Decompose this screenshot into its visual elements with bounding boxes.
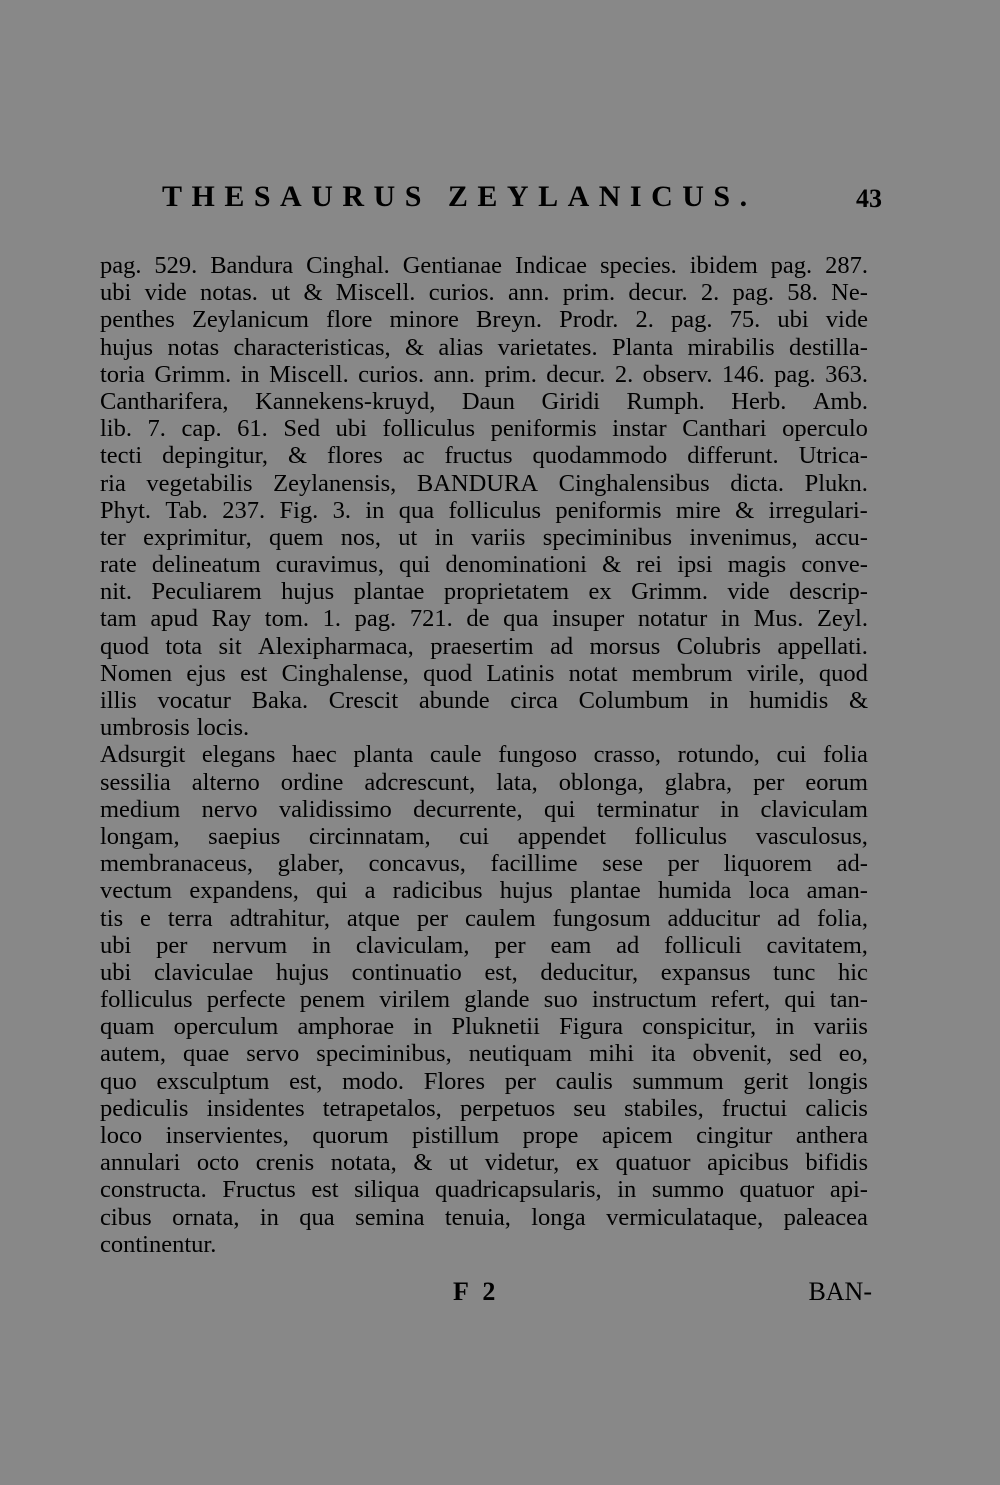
text-line: folliculus perfecte penem virilem glande suo instructum refert, qui tan- (100, 986, 868, 1014)
text-line: ubi claviculae hujus continuatio est, deducitur, expansus tunc hic (100, 958, 868, 986)
text-line: Nomen ejus est Cinghalense, quod Latinis notat membrum virile, quod (100, 659, 868, 687)
text-line: ter exprimitur, quem nos, ut in variis speciminibus invenimus, accu- (100, 523, 868, 551)
text-line: autem, quae servo speciminibus, neutiquam mihi ita obvenit, sed eo, (100, 1040, 868, 1068)
text-line: medium nervo validissimo decurrente, qui terminatur in claviculam (100, 795, 868, 823)
text-line: pag. 529. Bandura Cinghal. Gentianae Indicae species. ibidem pag. 287. (100, 252, 868, 279)
page-number: 43 (856, 184, 882, 213)
text-line: vectum expandens, qui a radicibus hujus plantae humida loca aman- (100, 877, 868, 905)
text-line: hujus notas characteristicas, & alias varietates. Planta mirabilis destilla- (100, 333, 868, 361)
text-line: cibus ornata, in qua semina tenuia, longa vermiculataque, paleacea (100, 1203, 868, 1231)
text-line: illis vocatur Baka. Crescit abunde circa Columbum in humidis & (100, 687, 868, 714)
text-line: umbrosis locis. (100, 714, 250, 742)
text-line: continentur. (100, 1230, 217, 1258)
body-text (100, 252, 868, 1258)
text-line: quam operculum amphorae in Pluknetii Figura conspicitur, in variis (100, 1013, 868, 1041)
catchword: BAN- (808, 1277, 872, 1306)
text-line: penthes Zeylanicum flore minore Breyn. Prodr. 2. pag. 75. ubi vide (100, 306, 868, 334)
text-line: toria Grimm. in Miscell. curios. ann. prim. decur. 2. observ. 146. pag. 363. (100, 360, 868, 388)
running-head (162, 180, 882, 220)
signature-mark: F 2 (453, 1277, 500, 1306)
text-line: tecti depingitur, & flores ac fructus quodammodo differunt. Utrica- (100, 442, 868, 470)
text-line: nit. Peculiarem hujus plantae proprietatem ex Grimm. vide descrip- (100, 578, 868, 606)
text-line: ria vegetabilis Zeylanensis, BANDURA Cinghalensibus dicta. Plukn. (100, 469, 868, 497)
text-line: constructa. Fructus est siliqua quadricapsularis, in summo quatuor api- (100, 1176, 868, 1204)
text-line: ubi vide notas. ut & Miscell. curios. ann. prim. decur. 2. pag. 58. Ne- (100, 279, 868, 307)
text-line: rate delineatum curavimus, qui denominationi & rei ipsi magis conve- (100, 551, 868, 579)
text-line: Phyt. Tab. 237. Fig. 3. in qua folliculus peniformis mire & irregulari- (100, 496, 868, 524)
text-line: lib. 7. cap. 61. Sed ubi folliculus peniformis instar Canthari operculo (100, 415, 868, 443)
text-line: pediculis insidentes tetrapetalos, perpetuos seu stabiles, fructui calicis (100, 1094, 868, 1122)
text-line: sessilia alterno ordine adcrescunt, lata, oblonga, glabra, per eorum (100, 768, 868, 796)
text-line: annulari octo crenis notata, & ut videtur, ex quatuor apicibus bifidis (100, 1149, 868, 1177)
running-title: THESAURUS ZEYLANICUS. (162, 180, 757, 213)
page-footer (100, 1277, 872, 1311)
text-line: membranaceus, glaber, concavus, facillime sese per liquorem ad- (100, 850, 868, 878)
text-line: ubi per nervum in claviculam, per eam ad folliculi cavitatem, (100, 931, 868, 959)
text-line: tis e terra adtrahitur, atque per caulem fungosum adducitur ad folia, (100, 904, 868, 932)
text-line: quod tota sit Alexipharmaca, praesertim ad morsus Colubris appellati. (100, 632, 868, 660)
text-line: tam apud Ray tom. 1. pag. 721. de qua insuper notatur in Mus. Zeyl. (100, 605, 868, 633)
text-line: Cantharifera, Kannekens-kruyd, Daun Giridi Rumph. Herb. Amb. (100, 387, 868, 415)
text-line: longam, saepius circinnatam, cui appendet folliculus vasculosus, (100, 822, 868, 850)
text-line: loco inservientes, quorum pistillum prope apicem cingitur anthera (100, 1122, 868, 1149)
text-line: quo exsculptum est, modo. Flores per caulis summum gerit longis (100, 1067, 868, 1095)
text-line: Adsurgit elegans haec planta caule fungoso crasso, rotundo, cui folia (100, 741, 868, 769)
